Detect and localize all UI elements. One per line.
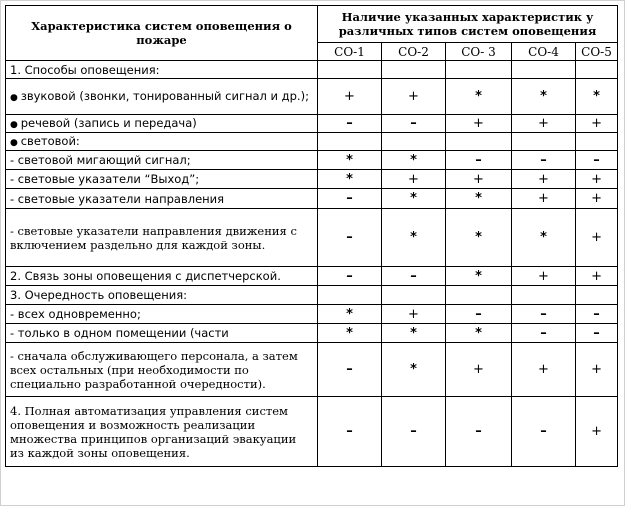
row-label-cell: [6, 151, 318, 170]
table-row: [6, 115, 618, 133]
value-cell-co-1: –: [318, 267, 382, 286]
value-cell-co-1: [318, 61, 382, 79]
column-co-2: СО-2: [382, 43, 446, 61]
value-cell-co-3: *: [446, 79, 512, 115]
value-cell-co-5: +: [576, 115, 618, 133]
bullet-icon: ●: [10, 137, 21, 148]
value-cell-co-3: –: [446, 305, 512, 324]
value-cell-co-3: *: [446, 189, 512, 209]
value-cell-co-3: +: [446, 115, 512, 133]
value-cell-co-1: *: [318, 151, 382, 170]
bullet-icon: ●: [10, 119, 21, 130]
table-row: [6, 151, 618, 170]
value-cell-co-3: *: [446, 324, 512, 343]
value-cell-co-2: –: [382, 397, 446, 467]
value-cell-co-5: [576, 286, 618, 305]
table-row: [6, 61, 618, 79]
row-label: - световые указатели направления движения с включением раздельно для каждой зоны.: [10, 223, 297, 252]
row-label: - световые указатели направления: [10, 191, 225, 206]
value-cell-co-3: *: [446, 267, 512, 286]
value-cell-co-2: +: [382, 79, 446, 115]
table-row: [6, 267, 618, 286]
value-cell-co-4: +: [512, 189, 576, 209]
row-label-cell: [6, 115, 318, 133]
column-co-5: СО-5: [576, 43, 618, 61]
value-cell-co-3: +: [446, 343, 512, 397]
row-label: 4. Полная автоматизация управления систем оповещения и возможность реализации множества принципов организаций эвакуации из каждой зоны оповещения.: [10, 403, 297, 460]
value-cell-co-5: +: [576, 189, 618, 209]
row-label: 3. Очередность оповещения:: [10, 288, 188, 302]
characteristics-table: [5, 5, 618, 467]
value-cell-co-2: +: [382, 170, 446, 189]
value-cell-co-4: *: [512, 79, 576, 115]
value-cell-co-2: –: [382, 115, 446, 133]
value-cell-co-5: +: [576, 267, 618, 286]
header-characteristics: Характеристика систем оповещения о пожаре: [6, 6, 318, 61]
value-cell-co-1: –: [318, 209, 382, 267]
value-cell-co-2: [382, 286, 446, 305]
table-body: [6, 61, 618, 467]
bullet-icon: ●: [10, 92, 21, 103]
value-cell-co-5: *: [576, 79, 618, 115]
value-cell-co-4: –: [512, 305, 576, 324]
row-label-cell: [6, 267, 318, 286]
row-label: - световой мигающий сигнал;: [10, 153, 191, 167]
value-cell-co-3: –: [446, 397, 512, 467]
table-row: [6, 189, 618, 209]
value-cell-co-2: *: [382, 343, 446, 397]
value-cell-co-1: [318, 133, 382, 151]
value-cell-co-3: *: [446, 209, 512, 267]
value-cell-co-1: –: [318, 343, 382, 397]
row-label-cell: [6, 324, 318, 343]
value-cell-co-3: [446, 286, 512, 305]
row-label: - световые указатели “Выход”;: [10, 172, 200, 186]
value-cell-co-2: –: [382, 267, 446, 286]
row-label-cell: [6, 397, 318, 467]
value-cell-co-5: [576, 61, 618, 79]
value-cell-co-4: +: [512, 170, 576, 189]
row-label-cell: [6, 305, 318, 324]
table-row: [6, 343, 618, 397]
column-co-3: СО- 3: [446, 43, 512, 61]
value-cell-co-2: [382, 61, 446, 79]
value-cell-co-1: *: [318, 324, 382, 343]
table-row: [6, 305, 618, 324]
row-label-cell: [6, 209, 318, 267]
value-cell-co-1: –: [318, 397, 382, 467]
value-cell-co-4: –: [512, 397, 576, 467]
table-row: [6, 133, 618, 151]
row-label: 2. Связь зоны оповещения с диспетчерской.: [10, 269, 281, 283]
value-cell-co-4: [512, 133, 576, 151]
value-cell-co-2: *: [382, 324, 446, 343]
row-label-cell: [6, 343, 318, 397]
value-cell-co-5: +: [576, 397, 618, 467]
row-label-cell: [6, 79, 318, 115]
row-label-cell: [6, 189, 318, 209]
value-cell-co-1: –: [318, 115, 382, 133]
value-cell-co-3: [446, 133, 512, 151]
value-cell-co-4: +: [512, 115, 576, 133]
row-label: - всех одновременно;: [10, 307, 141, 321]
value-cell-co-1: +: [318, 79, 382, 115]
row-label-cell: [6, 286, 318, 305]
header-row: [6, 6, 618, 43]
value-cell-co-5: [576, 133, 618, 151]
value-cell-co-1: –: [318, 189, 382, 209]
column-co-4: СО-4: [512, 43, 576, 61]
table-row: [6, 79, 618, 115]
header-availability: Наличие указанных характеристик у различных типов систем оповещения: [318, 6, 618, 43]
row-label-cell: [6, 170, 318, 189]
value-cell-co-4: *: [512, 209, 576, 267]
value-cell-co-4: +: [512, 343, 576, 397]
value-cell-co-5: –: [576, 324, 618, 343]
row-label-cell: [6, 133, 318, 151]
row-label: 1. Способы оповещения:: [10, 62, 160, 77]
value-cell-co-1: *: [318, 305, 382, 324]
value-cell-co-2: *: [382, 189, 446, 209]
value-cell-co-2: +: [382, 305, 446, 324]
value-cell-co-4: –: [512, 324, 576, 343]
value-cell-co-1: *: [318, 170, 382, 189]
value-cell-co-3: –: [446, 151, 512, 170]
table-row: [6, 170, 618, 189]
row-label-cell: [6, 61, 318, 79]
value-cell-co-3: +: [446, 170, 512, 189]
table-row: [6, 209, 618, 267]
value-cell-co-5: +: [576, 209, 618, 267]
value-cell-co-5: +: [576, 343, 618, 397]
column-co-1: СО-1: [318, 43, 382, 61]
row-label: световой:: [20, 133, 80, 148]
value-cell-co-4: –: [512, 151, 576, 170]
table-row: [6, 397, 618, 467]
table-row: [6, 324, 618, 343]
value-cell-co-2: *: [382, 151, 446, 170]
value-cell-co-5: +: [576, 170, 618, 189]
value-cell-co-4: [512, 61, 576, 79]
value-cell-co-2: *: [382, 209, 446, 267]
value-cell-co-1: [318, 286, 382, 305]
value-cell-co-3: [446, 61, 512, 79]
row-label: речевой (запись и передача): [20, 115, 197, 130]
value-cell-co-5: –: [576, 305, 618, 324]
row-label: - сначала обслуживающего персонала, а затем всех остальных (при необходимости по специально разработанной очередности).: [10, 348, 298, 391]
value-cell-co-4: +: [512, 267, 576, 286]
value-cell-co-5: –: [576, 151, 618, 170]
row-label: - только в одном помещении (части: [10, 326, 229, 340]
value-cell-co-4: [512, 286, 576, 305]
value-cell-co-2: [382, 133, 446, 151]
row-label: звуковой (звонки, тонированный сигнал и др.);: [20, 88, 309, 103]
table-row: [6, 286, 618, 305]
